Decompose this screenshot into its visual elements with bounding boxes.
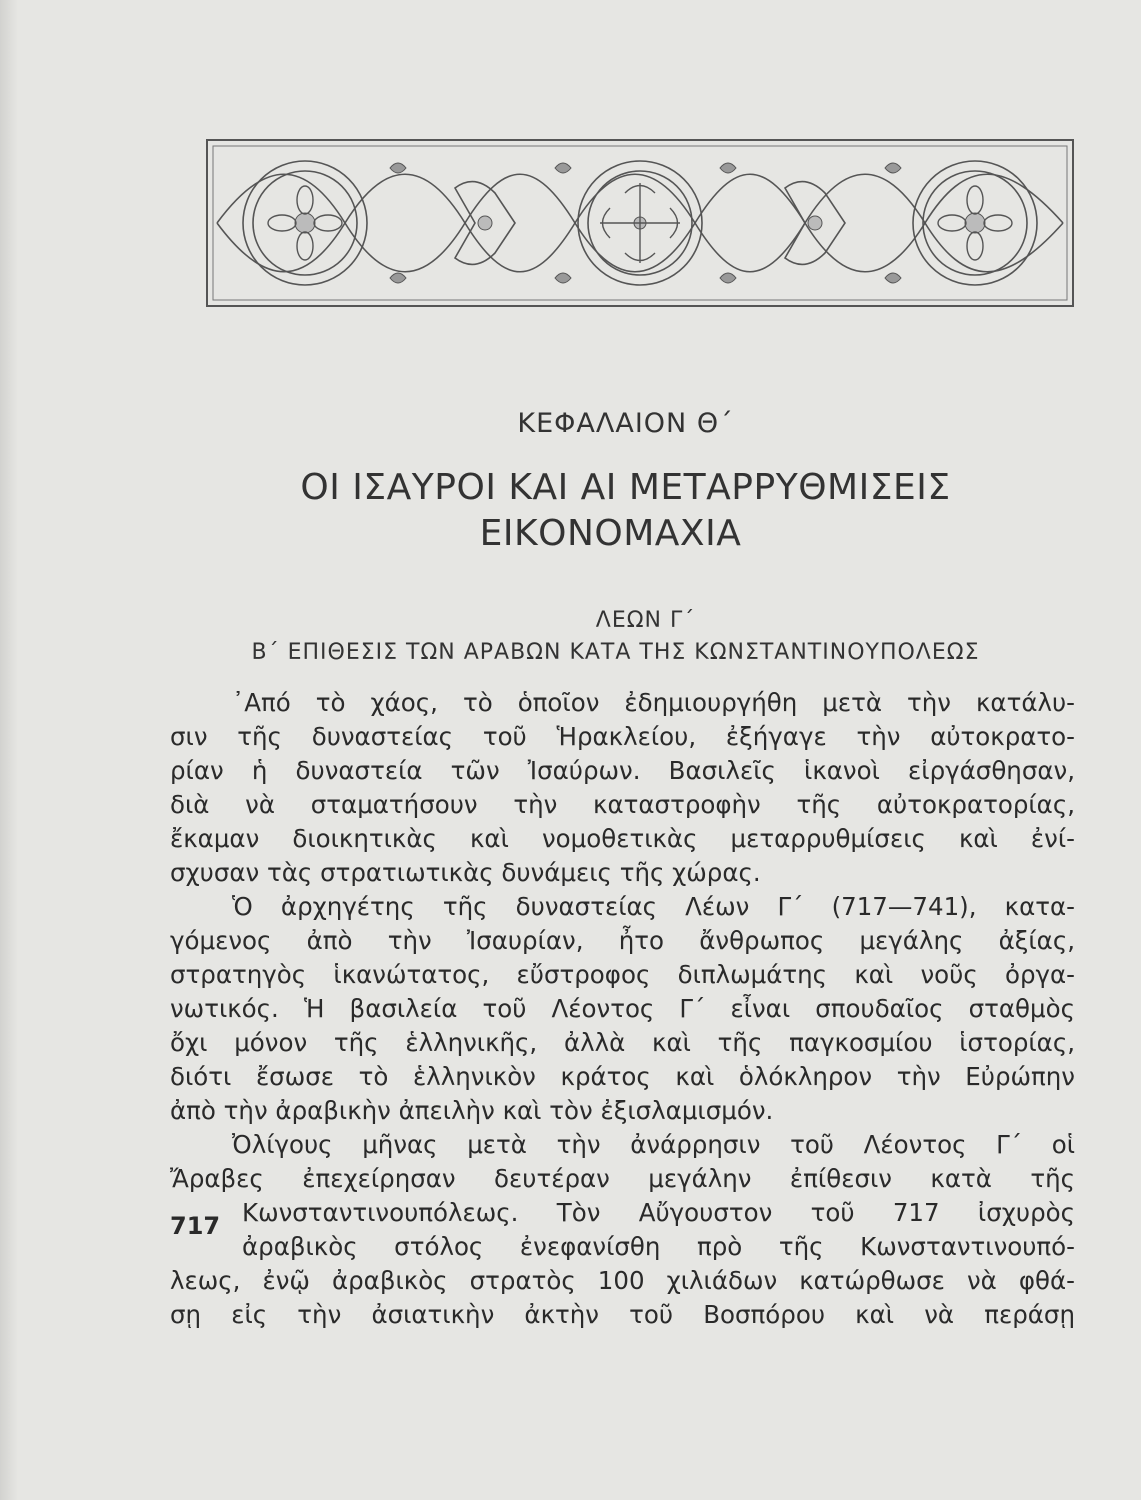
text-line: διότι ἔσωσε τὸ ἑλληνικὸν κράτος καὶ ὁλόκληρον τὴν Εὐρώπην xyxy=(170,1062,1075,1091)
text-line: ἀπὸ τὴν ἀραβικὴν ἀπειλὴν καὶ τὸν ἐξισλαμισμόν. xyxy=(170,1096,774,1125)
text-line: Κωνσταντινουπόλεως. Τὸν Αὔγουστον τοῦ 717 ἰσχυρὸς xyxy=(242,1198,1075,1227)
chapter-label: ΚΕΦΑΛΑΙΟΝ Θ΄ xyxy=(517,408,734,439)
text-line: ἔκαμαν διοικητικὰς καὶ νομοθετικὰς μεταρρυθμίσεις καὶ ἐνί- xyxy=(170,824,1075,853)
text-line: λεως, ἐνῷ ἀραβικὸς στρατὸς 100 χιλιάδων κατώρθωσε νὰ φθά- xyxy=(170,1266,1075,1295)
ornamental-headpiece xyxy=(205,138,1075,308)
text-line: γόμενος ἀπὸ τὴν Ἰσαυρίαν, ἦτο ἄνθρωπος μεγάλης ἀξίας, xyxy=(170,926,1075,955)
text-line: ὄχι μόνον τῆς ἑλληνικῆς, ἀλλὰ καὶ τῆς παγκοσμίου ἱστορίας, xyxy=(170,1028,1075,1057)
text-line: ᾿Από τὸ χάος, τὸ ὁποῖον ἐδημιουργήθη μετὰ τὴν κατάλυ- xyxy=(232,688,1075,717)
text-line: νωτικός. Ἡ βασιλεία τοῦ Λέοντος Γ΄ εἶναι σπουδαῖος σταθμὸς xyxy=(170,994,1075,1023)
text-line: ἀραβικὸς στόλος ἐνεφανίσθη πρὸ τῆς Κωνσταντινουπό- xyxy=(242,1232,1075,1261)
text-line: σχυσαν τὰς στρατιωτικὰς δυνάμεις τῆς χώρας. xyxy=(170,858,761,887)
page-edge xyxy=(0,0,18,1500)
text-line: σῃ εἰς τὴν ἀσιατικὴν ἀκτὴν τοῦ Βοσπόρου καὶ νὰ περάσῃ xyxy=(170,1300,1075,1329)
section-subheading: Β΄ ΕΠΙΘΕΣΙΣ ΤΩΝ ΑΡΑΒΩΝ ΚΑΤΑ ΤΗΣ ΚΩΝΣΤΑΝΤΙΝΟΥΠΟΛΕΩΣ xyxy=(251,640,980,665)
chapter-subtitle: ΕΙΚΟΝΟΜΑΧΙΑ xyxy=(479,513,742,554)
section-heading: ΛΕΩΝ Γ΄ xyxy=(595,608,696,633)
text-line: στρατηγὸς ἱκανώτατος, εὔστροφος διπλωμάτης καὶ νοῦς ὀργα- xyxy=(170,960,1075,989)
text-line: Ὁ ἀρχηγέτης τῆς δυναστείας Λέων Γ΄ (717—741), κατα- xyxy=(232,892,1075,921)
text-line: Ἄραβες ἐπεχείρησαν δευτέραν μεγάλην ἐπίθεσιν κατὰ τῆς xyxy=(170,1164,1075,1193)
chapter-title: ΟΙ ΙΣΑΥΡΟΙ ΚΑΙ ΑΙ ΜΕΤΑΡΡΥΘΜΙΣΕΙΣ xyxy=(300,467,951,508)
text-line: Ὀλίγους μῆνας μετὰ τὴν ἀνάρρησιν τοῦ Λέοντος Γ΄ οἱ xyxy=(232,1130,1075,1159)
margin-year-note: 717 xyxy=(170,1212,221,1240)
body-text xyxy=(170,686,1075,1332)
text-line: ρίαν ἡ δυναστεία τῶν Ἰσαύρων. Βασιλεῖς ἱκανοὶ εἰργάσθησαν, xyxy=(170,756,1075,785)
text-line: σιν τῆς δυναστείας τοῦ Ἡρακλείου, ἐξήγαγε τὴν αὐτοκρατο- xyxy=(170,722,1075,751)
text-line: διὰ νὰ σταματήσουν τὴν καταστροφὴν τῆς αὐτοκρατορίας, xyxy=(170,790,1075,819)
